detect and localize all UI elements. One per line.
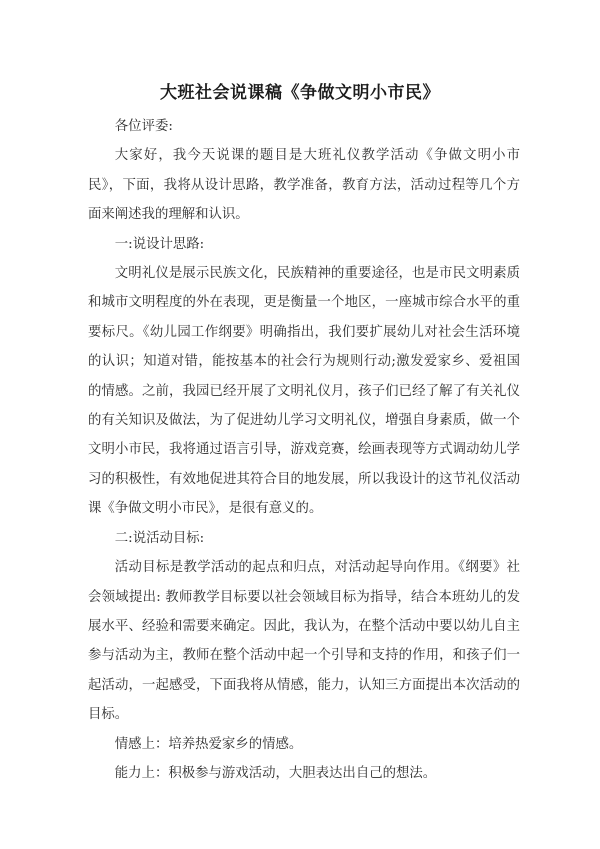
goal-emotion: 情感上：培养热爱家乡的情感。 [114, 736, 303, 752]
document-body [88, 112, 520, 788]
salutation: 各位评委: [114, 119, 173, 134]
intro-paragraph: 大家好，我今天说课的题目是大班礼仪教学活动《争做文明小市民》，下面，我将从设计思路，教学准备，教育方法，活动过程等几个方面来阐述我的理解和认识。 [88, 148, 520, 223]
section-heading-goals: 二:说活动目标: [114, 530, 205, 546]
goals-paragraph: 活动目标是教学活动的起点和归点，对活动起导向作用。《纲要》社会领域提出: 教师教学目标要以社会领域目标为指导，结合本班幼儿的发展水平、经验和需要来确定。因此，我认为，在整个活动中要以幼儿自主参与活动为主，教师在整个活动中起一个引导和支持的作用，和孩子们一起活动，一起感受，下面我将从情感，能力，认知三方面提出本次活动的目标。 [88, 560, 520, 723]
document-title: 大班社会说课稿《争做文明小市民》 [160, 83, 440, 103]
design-paragraph: 文明礼仪是展示民族文化，民族精神的重要途径，也是市民文明素质和城市文明程度的外在表现，更是衡量一个地区，一座城市综合水平的重要标尺。《幼儿园工作纲要》明确指出，我们要扩展幼儿对社会生活环境的认识；知道对错，能按基本的社会行为规则行动;激发爱家乡、爱祖国的情感。之前，我园已经开展了文明礼仪月，孩子们已经了解了有关礼仪的有关知识及做法，为了促进幼儿学习文明礼仪，增强自身素质，做一个文明小市民，我将通过语言引导，游戏竞赛，绘画表现等方式调动幼儿学习的积极性，有效地促进其符合目的地发展，所以我设计的这节礼仪活动课《争做文明小市民》，是很有意义的。 [88, 266, 520, 517]
goal-ability: 能力上：积极参与游戏活动，大胆表达出自己的想法。 [114, 765, 437, 781]
section-heading-design: 一:说设计思路: [114, 236, 205, 252]
